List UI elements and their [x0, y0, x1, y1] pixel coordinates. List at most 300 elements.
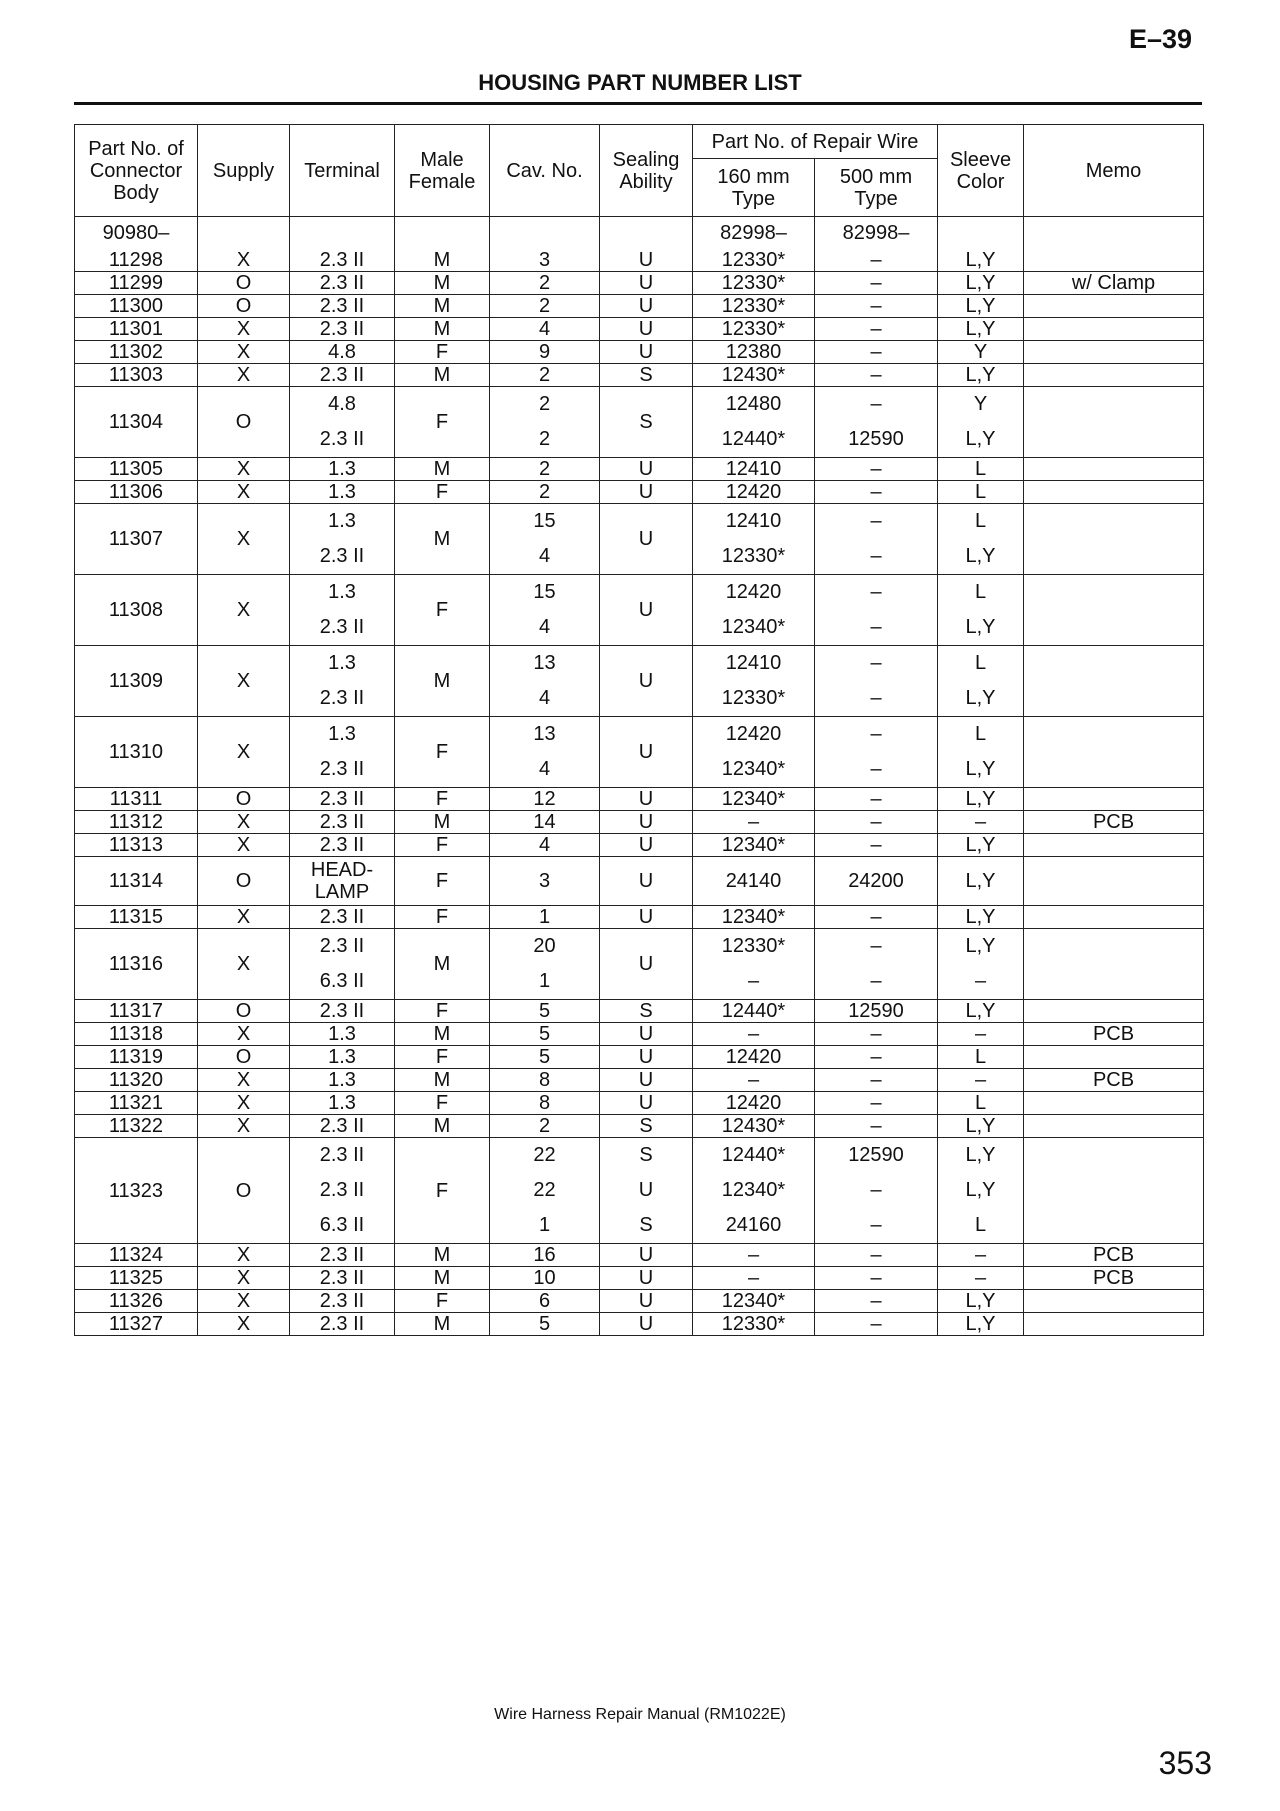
cell-w160: 12330* [693, 318, 815, 341]
table-row [75, 504, 1204, 575]
cell-terminal [290, 929, 395, 1000]
cell-sleeve-line: L,Y [965, 758, 996, 780]
cell-terminal: 2.3 II [290, 249, 395, 272]
cell-memo [1024, 364, 1204, 387]
cell-part: 11313 [75, 834, 198, 857]
table-row [75, 834, 1204, 857]
cell-cav [490, 387, 600, 458]
cell-part: 11314 [75, 857, 198, 906]
cell-mf: M [395, 1023, 490, 1046]
cell-cav: 5 [490, 1023, 600, 1046]
cell-part: 11300 [75, 295, 198, 318]
cell-supply: X [198, 364, 290, 387]
cell-memo [1024, 1046, 1204, 1069]
cell-seal: S [600, 1000, 693, 1023]
cell-w160: 12330* [693, 272, 815, 295]
cell-terminal: 2.3 II [290, 1313, 395, 1336]
cell-part: 11299 [75, 272, 198, 295]
cell-sleeve: – [938, 1069, 1024, 1092]
cell-cav: 3 [490, 857, 600, 906]
cell-w500-line: – [870, 545, 882, 567]
cell-w160: – [693, 1069, 815, 1092]
cell-cav: 4 [490, 318, 600, 341]
cell-w160: 12380 [693, 341, 815, 364]
cell-sleeve-line: L,Y [965, 428, 996, 450]
cell-memo [1024, 788, 1204, 811]
cell-mf: F [395, 857, 490, 906]
cell-w160-line: 12410 [725, 652, 782, 674]
cell-w500-line: – [870, 758, 882, 780]
cell-cav-line: 1 [538, 970, 551, 992]
cell-part: 11301 [75, 318, 198, 341]
cell-terminal [290, 717, 395, 788]
cell-seal: U [600, 834, 693, 857]
cell-cav-line: 20 [533, 935, 556, 957]
cell-memo [1024, 1138, 1204, 1244]
cell-sleeve: L,Y [938, 295, 1024, 318]
cell-sleeve: L,Y [938, 906, 1024, 929]
cell-w500-line: – [870, 616, 882, 638]
cell-terminal: 2.3 II [290, 364, 395, 387]
cell-terminal [290, 504, 395, 575]
cell-cav: 1 [490, 906, 600, 929]
cell-sleeve: L,Y [938, 1313, 1024, 1336]
cell-part: 11319 [75, 1046, 198, 1069]
cell-sleeve-line: L,Y [965, 1144, 996, 1166]
cell-mf: F [395, 788, 490, 811]
cell-sleeve: – [938, 1267, 1024, 1290]
cell-cav: 2 [490, 272, 600, 295]
cell-sleeve-line: L [974, 723, 987, 745]
cell-w500: – [815, 249, 938, 272]
cell-mf: F [395, 1290, 490, 1313]
cell-seal: U [600, 458, 693, 481]
cell-terminal: 1.3 [290, 1092, 395, 1115]
cell-seal-line: S [639, 1144, 653, 1166]
cell-seal: U [600, 504, 693, 575]
cell-cav-line: 15 [533, 581, 556, 603]
cell-terminal: 1.3 [290, 458, 395, 481]
cell-w160-line: 12340* [721, 1179, 786, 1201]
cell-seal: U [600, 249, 693, 272]
cell-supply: X [198, 1244, 290, 1267]
cell-supply: X [198, 646, 290, 717]
cell-part: 11316 [75, 929, 198, 1000]
cell-w160-line: 12410 [725, 510, 782, 532]
cell-sleeve: L [938, 1092, 1024, 1115]
cell-w500: – [815, 906, 938, 929]
cell-cav [490, 504, 600, 575]
cell-supply: X [198, 504, 290, 575]
cell-mf: F [395, 1092, 490, 1115]
table-row [75, 295, 1204, 318]
cell-terminal: HEAD- LAMP [290, 857, 395, 906]
cell-terminal-line: 1.3 [328, 510, 356, 532]
cell-w160: – [693, 1244, 815, 1267]
footer-text: Wire Harness Repair Manual (RM1022E) [494, 1706, 786, 1723]
cell-supply: X [198, 1069, 290, 1092]
cell-supply: X [198, 318, 290, 341]
cell-supply: X [198, 481, 290, 504]
cell-part: 11310 [75, 717, 198, 788]
cell-supply: X [198, 1313, 290, 1336]
cell-terminal-line: 1.3 [328, 723, 356, 745]
cell-memo [1024, 834, 1204, 857]
cell-terminal [290, 1138, 395, 1244]
cell-seal: U [600, 717, 693, 788]
table-row [75, 1046, 1204, 1069]
cell-memo: PCB [1024, 811, 1204, 834]
cell-terminal: 2.3 II [290, 1000, 395, 1023]
cell-terminal-line: 1.3 [328, 581, 356, 603]
cell-w500-line: – [870, 581, 882, 603]
cell-part: 11317 [75, 1000, 198, 1023]
cell-mf: M [395, 364, 490, 387]
cell-part: 11315 [75, 906, 198, 929]
table-row [75, 1069, 1204, 1092]
cell-terminal: 2.3 II [290, 788, 395, 811]
cell-part: 11327 [75, 1313, 198, 1336]
cell-cav: 3 [490, 249, 600, 272]
cell-sleeve: L,Y [938, 272, 1024, 295]
cell-seal-line: U [638, 1179, 654, 1201]
cell-w500: – [815, 834, 938, 857]
cell-terminal: 1.3 [290, 1046, 395, 1069]
cell-sleeve-line: L,Y [965, 687, 996, 709]
cell-mf: M [395, 1244, 490, 1267]
table-row [75, 458, 1204, 481]
cell-memo [1024, 1115, 1204, 1138]
cell-part: 11325 [75, 1267, 198, 1290]
cell-mf: M [395, 646, 490, 717]
cell-w160-line: 12330* [721, 687, 786, 709]
header-sealing: Sealing Ability [600, 125, 693, 217]
cell-cav: 5 [490, 1313, 600, 1336]
prefix-row [75, 217, 1204, 250]
cell-w500: – [815, 1115, 938, 1138]
cell-w160-line: – [747, 970, 760, 992]
cell-sleeve-line: L,Y [965, 545, 996, 567]
cell-w160: – [693, 1023, 815, 1046]
cell-supply: X [198, 1290, 290, 1313]
cell-supply: O [198, 1046, 290, 1069]
cell-memo: PCB [1024, 1069, 1204, 1092]
header-part-no: Part No. of Connector Body [75, 125, 198, 217]
cell-mf: M [395, 272, 490, 295]
cell-seal: U [600, 1023, 693, 1046]
cell-sleeve-line: L [974, 581, 987, 603]
cell-w160-line: 12340* [721, 616, 786, 638]
cell-cav: 2 [490, 481, 600, 504]
cell-w160-line: 12480 [725, 393, 782, 415]
cell-w500: – [815, 1069, 938, 1092]
cell-cav-line: 22 [533, 1179, 556, 1201]
cell-terminal: 2.3 II [290, 1290, 395, 1313]
table-row [75, 364, 1204, 387]
cell-w160: 12430* [693, 364, 815, 387]
table-row [75, 481, 1204, 504]
cell-w160-line: 12330* [721, 545, 786, 567]
cell-cav: 16 [490, 1244, 600, 1267]
cell-w500: – [815, 1244, 938, 1267]
cell-supply: O [198, 1138, 290, 1244]
header-terminal: Terminal [290, 125, 395, 217]
title-rule [74, 102, 1202, 105]
cell-mf: M [395, 1313, 490, 1336]
cell-cav: 12 [490, 788, 600, 811]
cell-memo [1024, 1000, 1204, 1023]
cell-w160-line: 24160 [725, 1214, 782, 1236]
cell-memo [1024, 857, 1204, 906]
cell-w500 [815, 575, 938, 646]
cell-cav-line: 2 [538, 428, 551, 450]
cell-cav-line: 4 [538, 758, 551, 780]
cell-cav-line: 22 [533, 1144, 556, 1166]
cell-seal: U [600, 929, 693, 1000]
cell-w160: 12330* [693, 1313, 815, 1336]
cell-mf: F [395, 834, 490, 857]
cell-memo: PCB [1024, 1244, 1204, 1267]
cell-part: 11307 [75, 504, 198, 575]
cell-w500-line: 12590 [848, 1144, 904, 1166]
cell-terminal-line: 6.3 II [319, 970, 365, 992]
cell-terminal: 1.3 [290, 481, 395, 504]
cell-part: 11320 [75, 1069, 198, 1092]
cell-memo [1024, 906, 1204, 929]
cell-w500: – [815, 1046, 938, 1069]
cell-seal-line: S [639, 1214, 653, 1236]
cell-sleeve: L,Y [938, 1290, 1024, 1313]
cell-terminal-line: 2.3 II [319, 428, 365, 450]
cell-w500: – [815, 1290, 938, 1313]
cell-cav: 8 [490, 1069, 600, 1092]
table-row [75, 811, 1204, 834]
cell-memo [1024, 387, 1204, 458]
cell-supply: O [198, 1000, 290, 1023]
cell-part: 11309 [75, 646, 198, 717]
header-male-female: Male Female [395, 125, 490, 217]
cell-part: 11308 [75, 575, 198, 646]
cell-w500-line: – [870, 723, 882, 745]
cell-sleeve: L,Y [938, 834, 1024, 857]
table-row [75, 341, 1204, 364]
table-row [75, 387, 1204, 458]
cell-seal: U [600, 811, 693, 834]
cell-supply: X [198, 929, 290, 1000]
cell-w500 [815, 1138, 938, 1244]
cell-supply: X [198, 906, 290, 929]
cell-part: 11324 [75, 1244, 198, 1267]
cell-terminal-line: 2.3 II [319, 1179, 365, 1201]
cell-cav: 8 [490, 1092, 600, 1115]
cell-seal: S [600, 1115, 693, 1138]
cell-part: 11304 [75, 387, 198, 458]
table-row [75, 1313, 1204, 1336]
cell-memo [1024, 575, 1204, 646]
cell-w500 [815, 717, 938, 788]
cell-sleeve-line: – [974, 970, 987, 992]
table-row [75, 1138, 1204, 1244]
cell-sleeve [938, 387, 1024, 458]
cell-w500-line: – [870, 970, 882, 992]
cell-mf: M [395, 1115, 490, 1138]
cell-w500-line: – [870, 687, 882, 709]
cell-mf: M [395, 929, 490, 1000]
prefix-500mm: 82998– [815, 217, 938, 250]
cell-mf: M [395, 1069, 490, 1092]
cell-supply: X [198, 1115, 290, 1138]
cell-terminal-line: 2.3 II [319, 616, 365, 638]
page-code: E–39 [1128, 24, 1192, 54]
cell-w160 [693, 387, 815, 458]
cell-cav: 14 [490, 811, 600, 834]
cell-w500-line: – [870, 393, 882, 415]
cell-cav-line: 13 [533, 723, 556, 745]
cell-sleeve [938, 929, 1024, 1000]
cell-sleeve: – [938, 1023, 1024, 1046]
table-row [75, 1092, 1204, 1115]
cell-sleeve: L,Y [938, 857, 1024, 906]
cell-cav: 9 [490, 341, 600, 364]
cell-w500: – [815, 1023, 938, 1046]
cell-mf: F [395, 481, 490, 504]
cell-w160-line: 12420 [725, 723, 782, 745]
cell-terminal: 4.8 [290, 341, 395, 364]
cell-terminal: 2.3 II [290, 1267, 395, 1290]
header-supply: Supply [198, 125, 290, 217]
cell-part: 11321 [75, 1092, 198, 1115]
cell-w160-line: 12440* [721, 428, 786, 450]
cell-sleeve-line: L,Y [965, 935, 996, 957]
cell-w500: – [815, 811, 938, 834]
housing-part-table [74, 124, 1204, 1336]
header-memo: Memo [1024, 125, 1204, 217]
cell-w160 [693, 929, 815, 1000]
cell-memo: PCB [1024, 1023, 1204, 1046]
cell-w160: 12340* [693, 1290, 815, 1313]
cell-w160 [693, 504, 815, 575]
table-row [75, 1290, 1204, 1313]
cell-mf: M [395, 1267, 490, 1290]
prefix-part-no: 90980– [75, 217, 198, 250]
cell-terminal: 2.3 II [290, 295, 395, 318]
cell-mf: M [395, 318, 490, 341]
cell-cav [490, 575, 600, 646]
cell-seal: U [600, 481, 693, 504]
cell-sleeve-line: L,Y [965, 1179, 996, 1201]
cell-sleeve-line: Y [973, 393, 988, 415]
cell-w500-line: 12590 [848, 428, 904, 450]
cell-sleeve [938, 504, 1024, 575]
cell-cav: 5 [490, 1046, 600, 1069]
cell-sleeve: L,Y [938, 249, 1024, 272]
cell-terminal: 2.3 II [290, 834, 395, 857]
cell-w160 [693, 717, 815, 788]
table-row [75, 929, 1204, 1000]
cell-mf: M [395, 504, 490, 575]
cell-w160: 12340* [693, 788, 815, 811]
cell-w500-line: – [870, 1179, 882, 1201]
cell-memo [1024, 341, 1204, 364]
cell-memo [1024, 458, 1204, 481]
cell-supply: O [198, 857, 290, 906]
table-row [75, 1267, 1204, 1290]
cell-terminal [290, 387, 395, 458]
cell-memo [1024, 717, 1204, 788]
table-row [75, 906, 1204, 929]
cell-cav: 2 [490, 364, 600, 387]
cell-w160: 12330* [693, 295, 815, 318]
cell-cav [490, 1138, 600, 1244]
cell-cav-line: 13 [533, 652, 556, 674]
cell-w160-line: 12330* [721, 935, 786, 957]
cell-part: 11323 [75, 1138, 198, 1244]
cell-seal [600, 1138, 693, 1244]
cell-part: 11303 [75, 364, 198, 387]
cell-terminal-line: 2.3 II [319, 687, 365, 709]
cell-seal: S [600, 364, 693, 387]
cell-w160-line: 12420 [725, 581, 782, 603]
cell-terminal-line: 2.3 II [319, 935, 365, 957]
cell-terminal: 1.3 [290, 1023, 395, 1046]
cell-part: 11312 [75, 811, 198, 834]
cell-sleeve: L,Y [938, 1000, 1024, 1023]
cell-mf: F [395, 1046, 490, 1069]
table-row [75, 575, 1204, 646]
cell-w500: – [815, 458, 938, 481]
cell-supply: X [198, 811, 290, 834]
cell-w500: – [815, 364, 938, 387]
cell-supply: X [198, 1092, 290, 1115]
cell-mf: F [395, 575, 490, 646]
cell-seal: U [600, 1244, 693, 1267]
page-title: HOUSING PART NUMBER LIST [478, 70, 802, 95]
cell-w160-line: 12340* [721, 758, 786, 780]
cell-supply: O [198, 788, 290, 811]
table-row [75, 788, 1204, 811]
cell-w500: – [815, 788, 938, 811]
cell-memo [1024, 481, 1204, 504]
cell-cav: 10 [490, 1267, 600, 1290]
cell-seal: U [600, 857, 693, 906]
cell-w500 [815, 387, 938, 458]
cell-memo: w/ Clamp [1024, 272, 1204, 295]
cell-part: 11322 [75, 1115, 198, 1138]
cell-seal: U [600, 646, 693, 717]
cell-sleeve: L [938, 481, 1024, 504]
cell-cav [490, 717, 600, 788]
cell-w160: 12440* [693, 1000, 815, 1023]
cell-cav-line: 4 [538, 545, 551, 567]
cell-terminal-line: 2.3 II [319, 758, 365, 780]
cell-mf: M [395, 811, 490, 834]
cell-sleeve-line: L,Y [965, 616, 996, 638]
cell-w160 [693, 1138, 815, 1244]
cell-w500-line: – [870, 652, 882, 674]
cell-terminal-line: 2.3 II [319, 545, 365, 567]
cell-supply: O [198, 387, 290, 458]
cell-w160: – [693, 1267, 815, 1290]
cell-seal: U [600, 1267, 693, 1290]
cell-seal: U [600, 1092, 693, 1115]
cell-mf: F [395, 1000, 490, 1023]
cell-terminal-line: 6.3 II [319, 1214, 365, 1236]
cell-mf: F [395, 341, 490, 364]
cell-part: 11302 [75, 341, 198, 364]
cell-cav: 5 [490, 1000, 600, 1023]
cell-seal: U [600, 1290, 693, 1313]
cell-supply: O [198, 272, 290, 295]
